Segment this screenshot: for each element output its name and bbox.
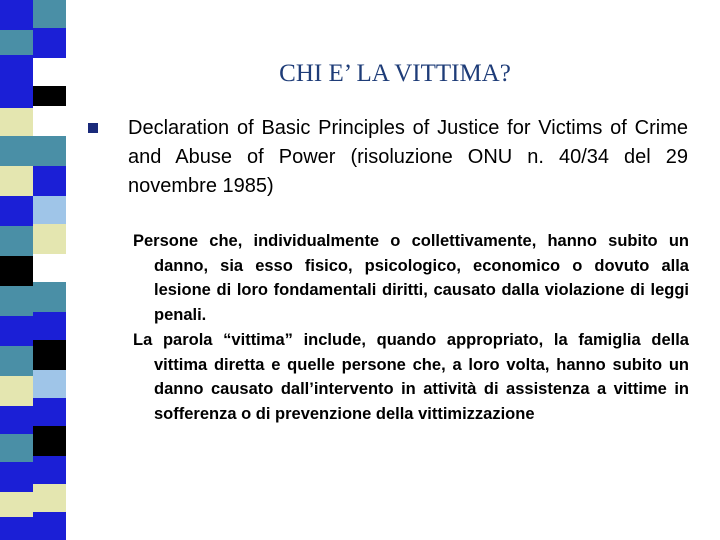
slide-title: CHI E’ LA VITTIMA? [279,60,511,87]
stripe-block [33,28,66,58]
stripe-block [33,224,66,254]
definition-paragraph: Persone che, individualmente o collettivamente, hanno subito un danno, sia esso fisico, psicologico, economico o dovuto alla lesione di loro fondamentali diritti, causato dalla violazione di leggi penali. [133,232,689,324]
stripe-block [33,484,66,512]
stripe-block [0,286,33,316]
stripe-block [33,282,66,312]
stripe-block [33,426,66,456]
stripe-block [33,456,66,484]
stripe-block [33,86,66,106]
victim-definition-paragraph: La parola “vittima” include, quando appropriato, la famiglia della vittima diretta e quelle persone che, a loro volta, hanno subito un danno causato dall’intervento in attività di assistenza a vittime in sofferenza o di prevenzione della vittimizzazione [133,331,689,423]
square-bullet-icon [88,123,98,133]
stripe-block [0,108,33,136]
stripe-block [0,0,33,30]
stripe-block [33,106,66,136]
stripe-block [33,136,66,166]
stripe-block [33,166,66,196]
stripe-block [0,256,33,286]
stripe-block [0,492,33,517]
stripe-block [0,517,33,540]
stripe-block [0,376,33,406]
stripe-block [33,312,66,340]
stripe-block [0,346,33,376]
bullet-text: Declaration of Basic Principles of Justice for Victims of Crime and Abuse of Power (risoluzione ONU n. 40/34 del 29 novembre 1985) [128,117,688,197]
stripe-block [33,398,66,426]
stripe-block [33,196,66,224]
stripe-block [0,80,33,108]
stripe-block [33,0,66,28]
stripe-block [0,196,33,226]
stripe-block [0,226,33,256]
stripe-block [0,434,33,462]
stripe-block [0,462,33,492]
stripe-block [33,58,66,86]
decorative-stripe [0,0,66,540]
stripe-block [33,340,66,370]
stripe-block [0,316,33,346]
stripe-block [33,370,66,398]
stripe-block [33,512,66,540]
stripe-block [0,136,33,166]
stripe-block [33,254,66,282]
stripe-block [0,406,33,434]
stripe-block [0,166,33,196]
stripe-block [0,30,33,55]
stripe-block [0,55,33,80]
